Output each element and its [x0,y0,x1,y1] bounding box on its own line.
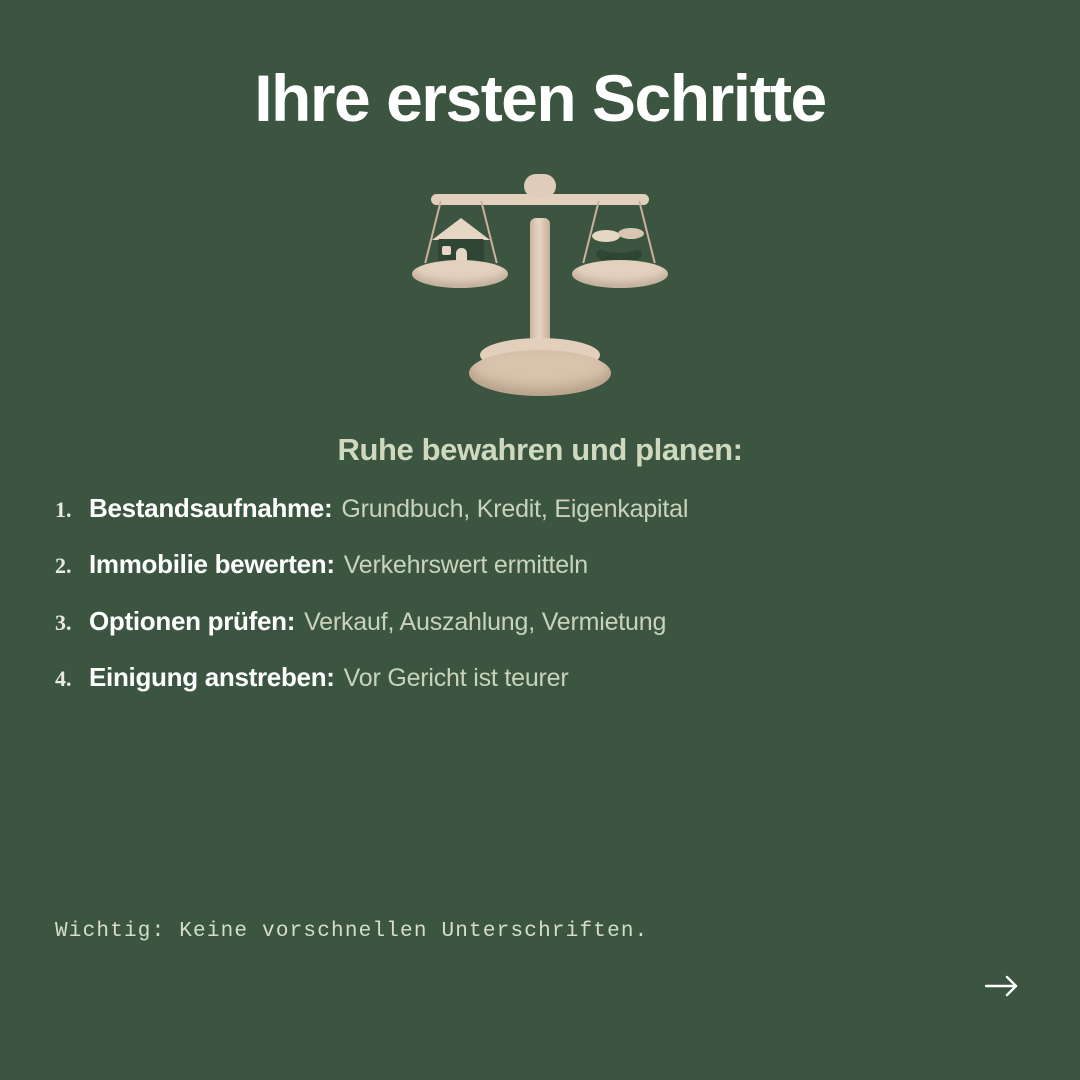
step-number: 2. [55,553,72,579]
scale-pan-right [572,260,668,288]
list-item [55,605,1035,638]
scale-base [469,350,611,396]
step-description: Verkehrswert ermitteln [343,551,588,580]
step-label: Immobilie bewerten: [89,549,335,580]
list-item [55,492,1035,525]
step-description: Verkauf, Auszahlung, Vermietung [304,607,667,636]
step-number: 4. [55,665,72,691]
important-note: Wichtig: Keine vorschnellen Unterschriften. [55,920,649,943]
page-title: Ihre ersten Schritte [254,61,826,135]
house-icon [432,218,490,266]
scale-pan-left [412,260,508,288]
arrow-right-icon[interactable] [982,966,1022,1006]
list-item [55,661,1035,694]
steps-list [55,492,1035,717]
step-description: Vor Gericht ist teurer [343,663,569,692]
balance-scale-illustration [410,168,670,398]
step-label: Optionen prüfen: [89,605,296,636]
step-label: Bestandsaufnahme: [89,493,333,523]
step-label: Einigung anstreben: [89,661,335,692]
step-number: 3. [55,609,72,635]
section-subtitle: Ruhe bewahren und planen: [337,432,743,467]
step-number: 1. [55,497,72,522]
list-item [55,548,1035,581]
scale-knob [524,174,556,198]
step-description: Grundbuch, Kredit, Eigenkapital [341,495,689,523]
